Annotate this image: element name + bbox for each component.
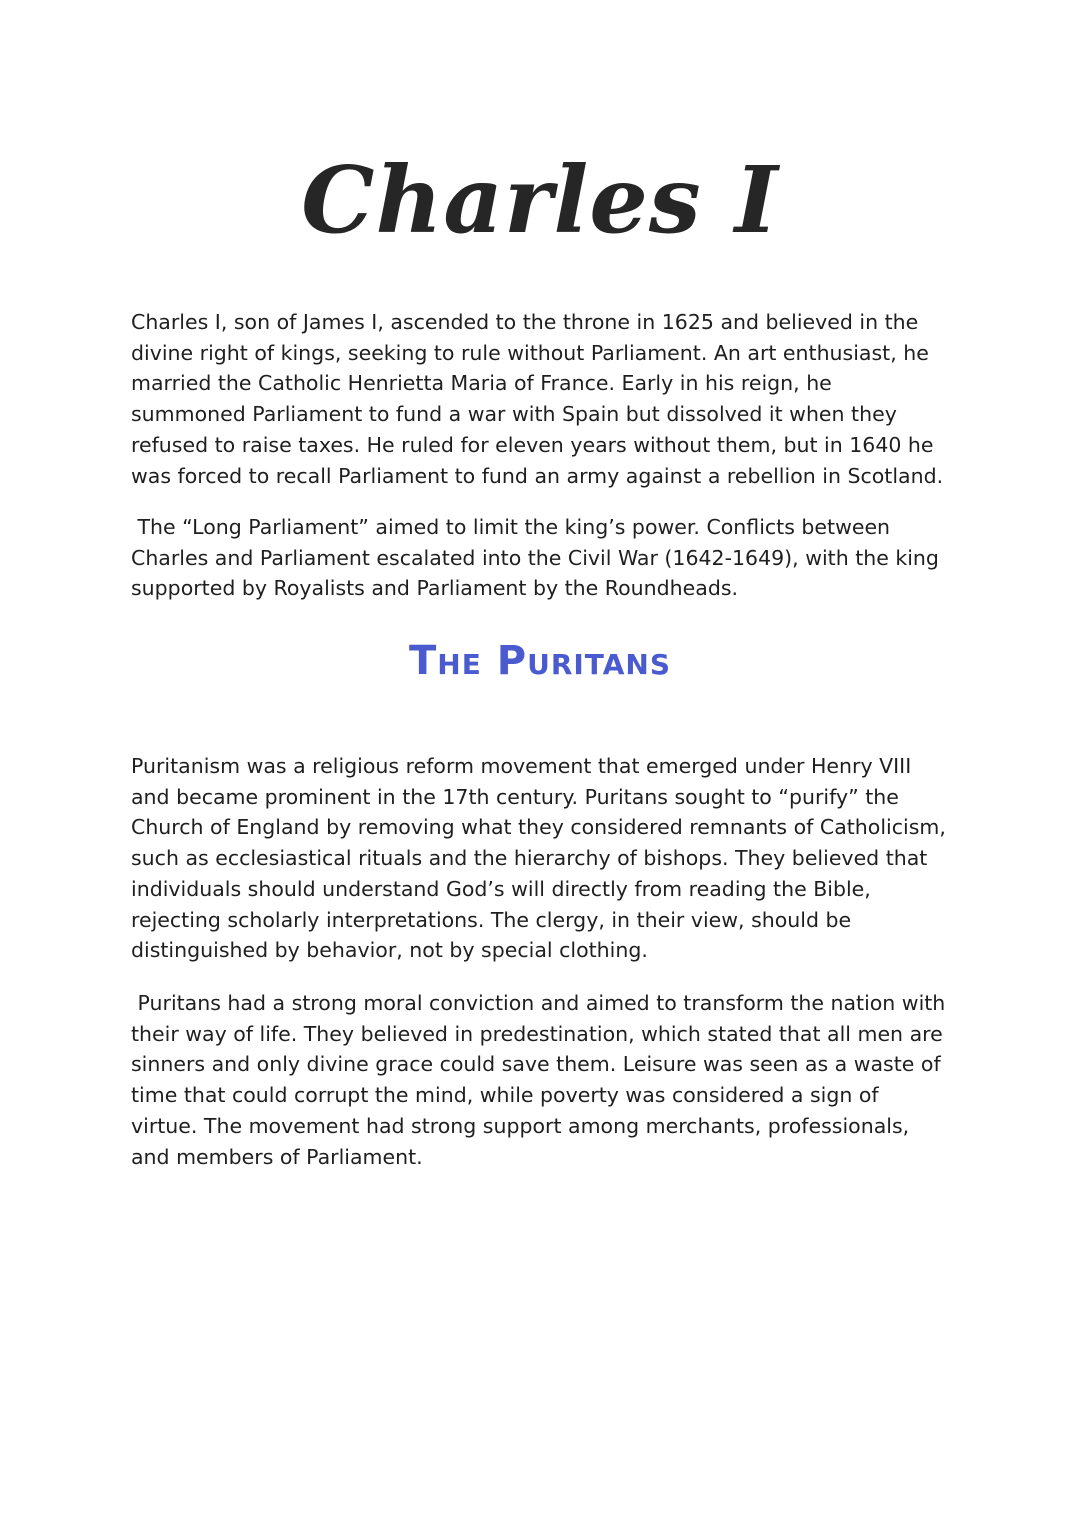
page-title: Charles I xyxy=(301,146,779,254)
section-heading-puritans: The Puritans xyxy=(409,638,671,684)
paragraph-puritan-beliefs: Puritans had a strong moral conviction and aimed to transform the nation with their way of life. They believed in predestination, which stated that all men are sinners and only divine grace could save them. Leisure was seen as a waste of time that could corrupt the mind, while poverty was considered a sign of virtue. The movement had strong support among merchants, professionals, and members of Parliament. xyxy=(131,991,946,1169)
paragraph-charles-reign: Charles I, son of James I, ascended to the throne in 1625 and believed in the divine right of kings, seeking to rule without Parliament. An art enthusiast, he married the Catholic Henrietta Maria of France. Early in his reign, he summoned Parliament to fund a war with Spain but dissolved it when they refused to raise taxes. He ruled for eleven years without them, but in 1640 he was forced to recall Parliament to fund an army against a rebellion in Scotland. xyxy=(131,310,944,488)
paragraph-puritanism: Puritanism was a religious reform movement that emerged under Henry VIII and became prominent in the 17th century. Puritans sought to “purify” the Church of England by removing what they considered remnants of Catholicism, such as ecclesiastical rituals and the hierarchy of bishops. They believed that individuals should understand God’s will directly from reading the Bible, rejecting scholarly interpretations. The clergy, in their view, should be distinguished by behavior, not by special clothing. xyxy=(131,754,946,963)
paragraph-long-parliament: The “Long Parliament” aimed to limit the king’s power. Conflicts between Charles and Parliament escalated into the Civil War (1642-1649), with the king supported by Royalists and Parliament by the Roundheads. xyxy=(131,515,939,601)
